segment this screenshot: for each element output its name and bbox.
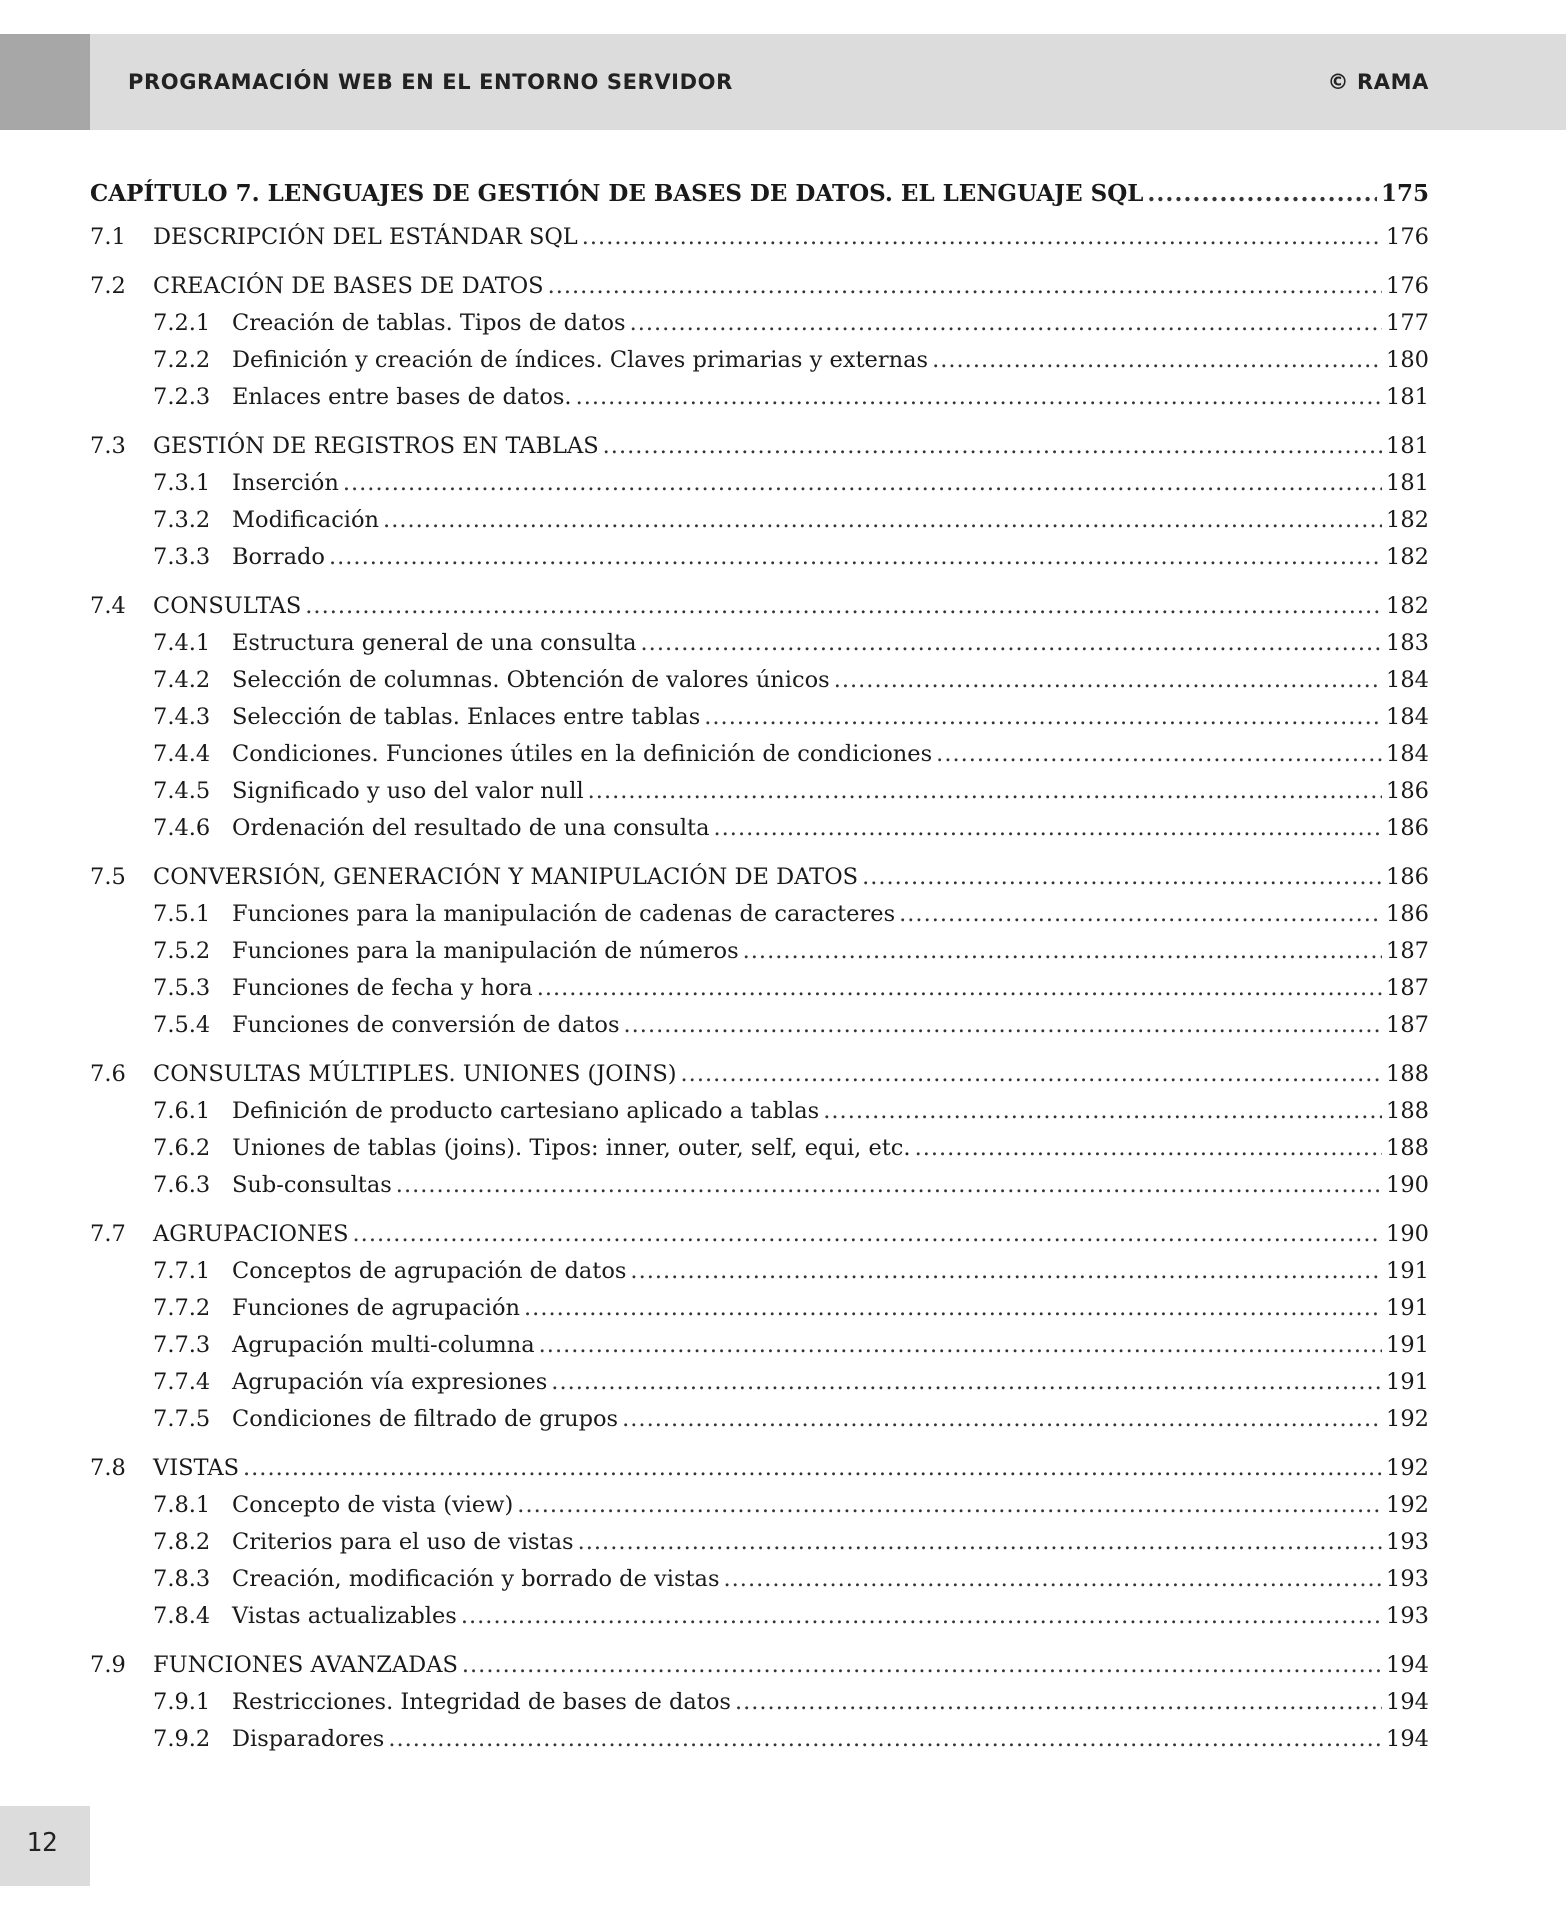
- entry-page: 186: [1386, 778, 1429, 804]
- entry-number: 7.2: [90, 273, 126, 299]
- entry-title: Funciones de conversión de datos: [232, 1012, 620, 1038]
- toc-subsection-entry[interactable]: [90, 630, 1429, 667]
- entry-number: 7.7.1: [153, 1258, 211, 1284]
- entry-title: Creación, modificación y borrado de vistas: [232, 1566, 720, 1592]
- entry-title: CREACIÓN DE BASES DE DATOS: [153, 273, 544, 299]
- dot-leader: [329, 544, 1382, 570]
- entry-number: 7.4.6: [153, 815, 211, 841]
- entry-page: 191: [1386, 1258, 1429, 1284]
- toc-subsection-entry[interactable]: [90, 1098, 1429, 1135]
- entry-page: 192: [1386, 1455, 1429, 1481]
- entry-number: 7.5.2: [153, 938, 211, 964]
- dot-leader: [1147, 180, 1377, 207]
- entry-number: 7.6.3: [153, 1172, 211, 1198]
- entry-number: 7.8: [90, 1455, 126, 1481]
- toc-subsection-entry[interactable]: [90, 1492, 1429, 1529]
- entry-title: Criterios para el uso de vistas: [232, 1529, 574, 1555]
- entry-page: 188: [1386, 1098, 1429, 1124]
- dot-leader: [932, 347, 1382, 373]
- dot-leader: [936, 741, 1382, 767]
- toc-section-entry[interactable]: [90, 224, 1429, 261]
- entry-title: Concepto de vista (view): [232, 1492, 514, 1518]
- entry-number: 7.4.4: [153, 741, 211, 767]
- dot-leader: [524, 1295, 1382, 1321]
- entry-title: Agrupación vía expresiones: [232, 1369, 548, 1395]
- entry-page: 194: [1386, 1689, 1429, 1715]
- dot-leader: [462, 1652, 1382, 1678]
- entry-page: 192: [1386, 1406, 1429, 1432]
- entry-number: 7.8.1: [153, 1492, 211, 1518]
- toc-subsection-entry[interactable]: [90, 1529, 1429, 1566]
- dot-leader: [343, 470, 1382, 496]
- toc-subsection-entry[interactable]: [90, 1406, 1429, 1443]
- entry-page: 181: [1386, 384, 1429, 410]
- entry-page: 191: [1386, 1332, 1429, 1358]
- entry-page: 176: [1386, 224, 1429, 250]
- entry-title: Funciones para la manipulación de cadenas de caracteres: [232, 901, 896, 927]
- toc-subsection-entry[interactable]: [90, 470, 1429, 507]
- dot-leader: [396, 1172, 1382, 1198]
- toc-subsection-entry[interactable]: [90, 1012, 1429, 1049]
- entry-page: 186: [1386, 815, 1429, 841]
- entry-number: 7.4.1: [153, 630, 211, 656]
- entry-number: 7.2.3: [153, 384, 211, 410]
- chapter-page: 175: [1380, 180, 1429, 207]
- entry-number: 7.3.1: [153, 470, 211, 496]
- entry-page: 184: [1386, 667, 1429, 693]
- toc-subsection-entry[interactable]: [90, 704, 1429, 741]
- entry-page: 182: [1386, 544, 1429, 570]
- toc-subsection-entry[interactable]: [90, 507, 1429, 544]
- entry-page: 187: [1386, 938, 1429, 964]
- dot-leader: [353, 1221, 1383, 1247]
- dot-leader: [630, 310, 1382, 336]
- entry-page: 190: [1386, 1172, 1429, 1198]
- entry-page: 187: [1386, 1012, 1429, 1038]
- toc-chapter-entry[interactable]: [90, 180, 1429, 224]
- dot-leader: [862, 864, 1382, 890]
- entry-number: 7.9.2: [153, 1726, 211, 1752]
- entry-number: 7.8.3: [153, 1566, 211, 1592]
- entry-number: 7.3: [90, 433, 126, 459]
- toc-subsection-entry[interactable]: [90, 1332, 1429, 1369]
- entry-page: 176: [1386, 273, 1429, 299]
- dot-leader: [743, 938, 1382, 964]
- entry-title: Uniones de tablas (joins). Tipos: inner, outer, self, equi, etc.: [232, 1135, 911, 1161]
- toc-section-entry[interactable]: [90, 1652, 1429, 1689]
- entry-title: Conceptos de agrupación de datos: [232, 1258, 627, 1284]
- entry-page: 184: [1386, 741, 1429, 767]
- entry-title: Funciones de agrupación: [232, 1295, 521, 1321]
- page-number: 12: [26, 1828, 58, 1858]
- toc-subsection-entry[interactable]: [90, 384, 1429, 421]
- entry-number: 7.9.1: [153, 1689, 211, 1715]
- toc-subsection-entry[interactable]: [90, 667, 1429, 704]
- header-tab: [0, 34, 90, 130]
- entry-page: 180: [1386, 347, 1429, 373]
- dot-leader: [539, 1332, 1382, 1358]
- entry-number: 7.8.4: [153, 1603, 211, 1629]
- toc-subsection-entry[interactable]: [90, 901, 1429, 938]
- dot-leader: [735, 1689, 1382, 1715]
- dot-leader: [915, 1135, 1382, 1161]
- entry-page: 193: [1386, 1529, 1429, 1555]
- entry-page: 182: [1386, 593, 1429, 619]
- entry-title: Creación de tablas. Tipos de datos: [232, 310, 626, 336]
- entry-page: 191: [1386, 1369, 1429, 1395]
- entry-page: 181: [1386, 470, 1429, 496]
- entry-number: 7.1: [90, 224, 126, 250]
- toc-subsection-entry[interactable]: [90, 347, 1429, 384]
- entry-title: Estructura general de una consulta: [232, 630, 637, 656]
- toc-subsection-entry[interactable]: [90, 1566, 1429, 1603]
- toc-section-entry[interactable]: [90, 433, 1429, 470]
- entry-title: Restricciones. Integridad de bases de datos: [232, 1689, 731, 1715]
- dot-leader: [588, 778, 1382, 804]
- entry-page: 194: [1386, 1652, 1429, 1678]
- dot-leader: [383, 507, 1382, 533]
- entry-number: 7.5: [90, 864, 126, 890]
- entry-page: 187: [1386, 975, 1429, 1001]
- dot-leader: [243, 1455, 1382, 1481]
- dot-leader: [576, 384, 1382, 410]
- entry-title: Modificación: [232, 507, 380, 533]
- entry-page: 193: [1386, 1603, 1429, 1629]
- entry-title: Funciones para la manipulación de números: [232, 938, 739, 964]
- toc-subsection-entry[interactable]: [90, 544, 1429, 581]
- entry-title: Disparadores: [232, 1726, 385, 1752]
- dot-leader: [548, 273, 1382, 299]
- entry-title: Definición y creación de índices. Claves primarias y externas: [232, 347, 929, 373]
- entry-title: Significado y uso del valor null: [232, 778, 584, 804]
- entry-number: 7.7.5: [153, 1406, 211, 1432]
- toc-subsection-entry[interactable]: [90, 1172, 1429, 1209]
- entry-page: 188: [1386, 1061, 1429, 1087]
- toc-section-entry[interactable]: [90, 273, 1429, 310]
- dot-leader: [624, 1012, 1383, 1038]
- entry-title: Inserción: [232, 470, 339, 496]
- entry-page: 184: [1386, 704, 1429, 730]
- entry-number: 7.7.2: [153, 1295, 211, 1321]
- entry-title: Definición de producto cartesiano aplicado a tablas: [232, 1098, 820, 1124]
- entry-title: AGRUPACIONES: [153, 1221, 349, 1247]
- entry-title: CONSULTAS: [153, 593, 302, 619]
- entry-title: Sub-consultas: [232, 1172, 392, 1198]
- running-header-title: PROGRAMACIÓN WEB EN EL ENTORNO SERVIDOR: [128, 70, 733, 94]
- entry-title: Selección de tablas. Enlaces entre tablas: [232, 704, 701, 730]
- dot-leader: [578, 1529, 1382, 1555]
- toc-subsection-entry[interactable]: [90, 741, 1429, 778]
- entry-page: 191: [1386, 1295, 1429, 1321]
- dot-leader: [537, 975, 1382, 1001]
- toc-subsection-entry[interactable]: [90, 1369, 1429, 1406]
- dot-leader: [630, 1258, 1382, 1284]
- entry-number: 7.2.1: [153, 310, 211, 336]
- entry-number: 7.2.2: [153, 347, 211, 373]
- chapter-title: CAPÍTULO 7. LENGUAJES DE GESTIÓN DE BASES DE DATOS. EL LENGUAJE SQL: [90, 180, 1144, 207]
- entry-title: Selección de columnas. Obtención de valores únicos: [232, 667, 830, 693]
- entry-number: 7.6: [90, 1061, 126, 1087]
- entry-number: 7.4: [90, 593, 126, 619]
- dot-leader: [622, 1406, 1382, 1432]
- toc-subsection-entry[interactable]: [90, 1603, 1429, 1640]
- toc-subsection-entry[interactable]: [90, 1258, 1429, 1295]
- entry-page: 190: [1386, 1221, 1429, 1247]
- dot-leader: [899, 901, 1382, 927]
- dot-leader: [551, 1369, 1382, 1395]
- entry-number: 7.9: [90, 1652, 126, 1678]
- entry-title: CONVERSIÓN, GENERACIÓN Y MANIPULACIÓN DE DATOS: [153, 864, 859, 890]
- toc-subsection-entry[interactable]: [90, 310, 1429, 347]
- entry-page: 183: [1386, 630, 1429, 656]
- dot-leader: [603, 433, 1382, 459]
- entry-title: VISTAS: [153, 1455, 239, 1481]
- entry-number: 7.8.2: [153, 1529, 211, 1555]
- toc-section-entry[interactable]: [90, 1221, 1429, 1258]
- entry-title: Agrupación multi-columna: [232, 1332, 535, 1358]
- entry-number: 7.4.3: [153, 704, 211, 730]
- entry-page: 181: [1386, 433, 1429, 459]
- entry-title: Condiciones. Funciones útiles en la definición de condiciones: [232, 741, 933, 767]
- entry-number: 7.5.4: [153, 1012, 211, 1038]
- toc-subsection-entry[interactable]: [90, 778, 1429, 815]
- dot-leader: [388, 1726, 1382, 1752]
- toc-section-entry[interactable]: [90, 1061, 1429, 1098]
- dot-leader: [305, 593, 1382, 619]
- dot-leader: [823, 1098, 1382, 1124]
- entry-title: GESTIÓN DE REGISTROS EN TABLAS: [153, 433, 599, 459]
- entry-title: Borrado: [232, 544, 325, 570]
- entry-page: 194: [1386, 1726, 1429, 1752]
- entry-number: 7.6.1: [153, 1098, 211, 1124]
- entry-number: 7.3.3: [153, 544, 211, 570]
- entry-number: 7.7.4: [153, 1369, 211, 1395]
- entry-number: 7.6.2: [153, 1135, 211, 1161]
- table-of-contents: [90, 180, 1429, 1763]
- dot-leader: [517, 1492, 1382, 1518]
- entry-title: Condiciones de filtrado de grupos: [232, 1406, 619, 1432]
- entry-number: 7.7.3: [153, 1332, 211, 1358]
- entry-number: 7.3.2: [153, 507, 211, 533]
- entry-number: 7.4.2: [153, 667, 211, 693]
- entry-title: Ordenación del resultado de una consulta: [232, 815, 710, 841]
- entry-page: 188: [1386, 1135, 1429, 1161]
- toc-section-entry[interactable]: [90, 1455, 1429, 1492]
- entry-page: 182: [1386, 507, 1429, 533]
- entry-number: 7.5.3: [153, 975, 211, 1001]
- entry-title: DESCRIPCIÓN DEL ESTÁNDAR SQL: [153, 224, 578, 250]
- entry-number: 7.5.1: [153, 901, 211, 927]
- entry-page: 192: [1386, 1492, 1429, 1518]
- dot-leader: [724, 1566, 1383, 1592]
- running-header-publisher: © RAMA: [1327, 70, 1429, 94]
- dot-leader: [461, 1603, 1382, 1629]
- entry-title: Enlaces entre bases de datos.: [232, 384, 572, 410]
- entry-page: 177: [1386, 310, 1429, 336]
- dot-leader: [704, 704, 1382, 730]
- toc-section-entry[interactable]: [90, 864, 1429, 901]
- dot-leader: [582, 224, 1382, 250]
- toc-section-entry[interactable]: [90, 593, 1429, 630]
- entry-title: Vistas actualizables: [232, 1603, 457, 1629]
- toc-subsection-entry[interactable]: [90, 1295, 1429, 1332]
- entry-page: 193: [1386, 1566, 1429, 1592]
- toc-subsection-entry[interactable]: [90, 938, 1429, 975]
- toc-subsection-entry[interactable]: [90, 815, 1429, 852]
- dot-leader: [714, 815, 1383, 841]
- entry-number: 7.4.5: [153, 778, 211, 804]
- entry-title: CONSULTAS MÚLTIPLES. UNIONES (JOINS): [153, 1061, 677, 1087]
- entry-title: FUNCIONES AVANZADAS: [153, 1652, 458, 1678]
- entry-number: 7.7: [90, 1221, 126, 1247]
- toc-subsection-entry[interactable]: [90, 1689, 1429, 1726]
- entry-title: Funciones de fecha y hora: [232, 975, 533, 1001]
- entry-page: 186: [1386, 901, 1429, 927]
- toc-subsection-entry[interactable]: [90, 1726, 1429, 1763]
- toc-subsection-entry[interactable]: [90, 1135, 1429, 1172]
- dot-leader: [681, 1061, 1383, 1087]
- dot-leader: [834, 667, 1382, 693]
- dot-leader: [641, 630, 1383, 656]
- entry-page: 186: [1386, 864, 1429, 890]
- toc-subsection-entry[interactable]: [90, 975, 1429, 1012]
